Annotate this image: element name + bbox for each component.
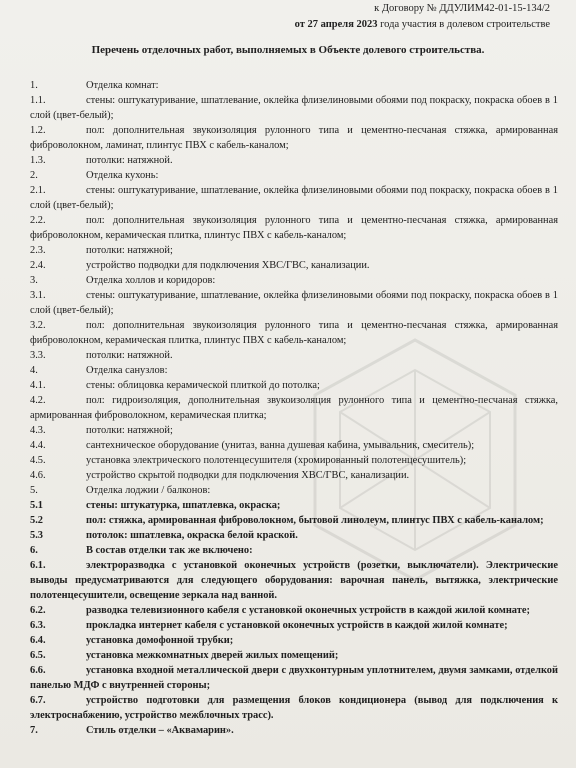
- item-text: установка входной металлической двери с двухконтурным уплотнителем, двумя замками, отделкой панелью МДФ с внутренней стороны;: [30, 665, 558, 691]
- item-number: 6.4.: [30, 635, 46, 646]
- list-item: [30, 243, 558, 258]
- item-text: потолки: натяжной;: [86, 425, 173, 436]
- item-number: 6.5.: [30, 650, 46, 661]
- item-text: потолки: натяжной.: [86, 155, 173, 166]
- item-number: 3.1.: [30, 290, 46, 301]
- item-number: 6.6.: [30, 665, 46, 676]
- item-text: Отделка санузлов:: [86, 365, 168, 376]
- item-text: стены: штукатурка, шпатлевка, окраска;: [86, 500, 281, 511]
- list-item: [30, 453, 558, 468]
- item-number: 3.: [30, 275, 38, 286]
- item-number: 1.: [30, 80, 38, 91]
- list-item: [30, 363, 558, 378]
- item-number: 6.1.: [30, 560, 46, 571]
- list-item: [30, 318, 558, 348]
- item-number: 2.1.: [30, 185, 46, 196]
- list-item: [30, 153, 558, 168]
- item-text: установка электрического полотенцесушителя (хромированный полотенцесушитель);: [86, 455, 467, 466]
- list-item: [30, 78, 558, 93]
- list-item: [30, 258, 558, 273]
- list-item: [30, 543, 558, 558]
- contract-date: от 27 апреля 2023: [294, 19, 378, 30]
- finishing-works-list: [30, 78, 558, 738]
- item-number: 1.1.: [30, 95, 46, 106]
- item-number: 1.3.: [30, 155, 46, 166]
- list-item: [30, 213, 558, 243]
- item-number: 2.2.: [30, 215, 46, 226]
- list-item: [30, 393, 558, 423]
- item-text: сантехническое оборудование (унитаз, ванна душевая кабина, умывальник, смеситель);: [86, 440, 475, 451]
- item-text: устройство подводки для подключения ХВС/ГВС, канализации.: [86, 260, 370, 271]
- item-number: 4.3.: [30, 425, 46, 436]
- item-number: 3.2.: [30, 320, 46, 331]
- item-text: пол: стяжка, армированная фиброволокном, бытовой линолеум, плинтус ПВХ с кабель-каналом;: [86, 515, 544, 526]
- item-number: 5.3: [30, 530, 43, 541]
- contract-reference: [374, 2, 550, 15]
- list-item: [30, 288, 558, 318]
- item-number: 2.: [30, 170, 38, 181]
- item-number: 6.3.: [30, 620, 46, 631]
- list-item: [30, 693, 558, 723]
- item-number: 3.3.: [30, 350, 46, 361]
- list-item: [30, 603, 558, 618]
- item-number: 5.2: [30, 515, 43, 526]
- item-number: 5.: [30, 485, 38, 496]
- item-text: В состав отделки так же включено:: [86, 545, 253, 556]
- item-text: Отделка кухонь:: [86, 170, 159, 181]
- item-number: 2.4.: [30, 260, 46, 271]
- item-number: 5.1: [30, 500, 43, 511]
- list-item: [30, 123, 558, 153]
- list-item: [30, 513, 558, 528]
- item-number: 4.2.: [30, 395, 46, 406]
- item-number: 6.: [30, 545, 38, 556]
- list-item: [30, 483, 558, 498]
- list-item: [30, 618, 558, 633]
- item-text: стены: оштукатуривание, шпатлевание, оклейка флизелиновыми обоями под покраску, покраска обоев в 1 слой (цвет-белый);: [30, 185, 558, 211]
- item-number: 6.2.: [30, 605, 46, 616]
- list-item: [30, 648, 558, 663]
- item-text: электроразводка с установкой оконечных устройств (розетки, выключатели). Электрические выводы предусматриваются для следующего оборудования: варочная панель, вытяжка, электрические полотенцесушители, освещение зеркала над ванной.: [30, 560, 558, 601]
- item-text: стены: оштукатуривание, шпатлевание, оклейка флизелиновыми обоями под покраску, покраска обоев в 1 слой (цвет-белый);: [30, 95, 558, 121]
- item-text: устройство подготовки для размещения блоков кондиционера (вывод для подключения к электроснабжению, устройство межблочных трасс).: [30, 695, 558, 721]
- item-text: пол: гидроизоляция, дополнительная звукоизоляция рулонного типа и цементно-песчаная стяжка, армированная фиброволокном, керамическая плитка;: [30, 395, 558, 421]
- item-number: 4.1.: [30, 380, 46, 391]
- item-number: 1.2.: [30, 125, 46, 136]
- item-text: разводка телевизионного кабеля с установкой оконечных устройств в каждой жилой комнате;: [86, 605, 530, 616]
- item-number: 7.: [30, 725, 38, 736]
- list-item: [30, 663, 558, 693]
- list-item: [30, 183, 558, 213]
- contract-date-suffix: года участия в долевом строительстве: [380, 19, 550, 30]
- item-number: 4.4.: [30, 440, 46, 451]
- item-text: стены: оштукатуривание, шпатлевание, оклейка флизелиновыми обоями под покраску, покраска обоев в 1 слой (цвет-белый);: [30, 290, 558, 316]
- list-item: [30, 723, 558, 738]
- item-number: 4.5.: [30, 455, 46, 466]
- item-number: 4.6.: [30, 470, 46, 481]
- document-title: Перечень отделочных работ, выполняемых в Объекте долевого строительства.: [91, 44, 485, 56]
- list-item: [30, 378, 558, 393]
- list-item: [30, 423, 558, 438]
- item-text: пол: дополнительная звукоизоляция рулонного типа и цементно-песчаная стяжка, армированная фиброволокном, керамическая плитка, плинтус ПВХ с кабель-каналом;: [30, 320, 558, 346]
- list-item: [30, 168, 558, 183]
- contract-date-line: [295, 18, 550, 31]
- item-text: прокладка интернет кабеля с установкой оконечных устройств в каждой жилой комнате;: [86, 620, 508, 631]
- item-text: пол: дополнительная звукоизоляция рулонного типа и цементно-песчаная стяжка, армированная фиброволокном, керамическая плитка, плинтус ПВХ с кабель-каналом;: [30, 215, 558, 241]
- item-text: стены: облицовка керамической плиткой до потолка;: [86, 380, 320, 391]
- list-item: [30, 468, 558, 483]
- contract-number: к Договору № ДДУЛИМ42-01-15-134/2: [374, 3, 550, 14]
- item-text: потолки: натяжной;: [86, 245, 173, 256]
- item-text: установка домофонной трубки;: [86, 635, 234, 646]
- item-text: пол: дополнительная звукоизоляция рулонного типа и цементно-песчаная стяжка, армированная фиброволокном, ламинат, плинтус ПВХ с кабель-каналом;: [30, 125, 558, 151]
- item-number: 2.3.: [30, 245, 46, 256]
- item-text: потолки: натяжной.: [86, 350, 173, 361]
- list-item: [30, 273, 558, 288]
- list-item: [30, 348, 558, 363]
- item-text: Отделка комнат:: [86, 80, 159, 91]
- list-item: [30, 498, 558, 513]
- list-item: [30, 528, 558, 543]
- list-item: [30, 93, 558, 123]
- item-text: установка межкомнатных дверей жилых помещений;: [86, 650, 339, 661]
- item-number: 6.7.: [30, 695, 46, 706]
- item-text: Стиль отделки – «Аквамарин».: [86, 725, 234, 736]
- list-item: [30, 633, 558, 648]
- list-item: [30, 438, 558, 453]
- item-text: устройство скрытой подводки для подключения ХВС/ГВС, канализации.: [86, 470, 410, 481]
- item-text: потолок: шпатлевка, окраска белой краской.: [86, 530, 298, 541]
- item-text: Отделка холлов и коридоров:: [86, 275, 216, 286]
- item-number: 4.: [30, 365, 38, 376]
- list-item: [30, 558, 558, 603]
- item-text: Отделка лоджии / балконов:: [86, 485, 211, 496]
